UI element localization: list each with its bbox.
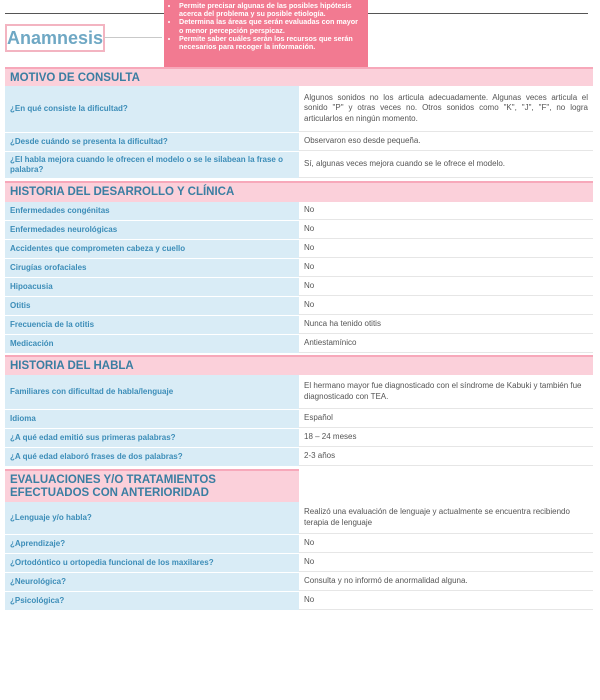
row-value: El hermano mayor fue diagnosticado con el síndrome de Kabuki y también fue diagnosticado con TEA. [299,375,593,409]
row-value: 18 – 24 meses [299,429,593,447]
info-callout-item: • Permite saber cuáles serán los recursos que serán necesarios para recoger la información. [179,35,362,51]
table-row [5,592,593,611]
row-label: ¿El habla mejora cuando le ofrecen el modelo o se le silabean la frase o palabra? [5,152,299,178]
section-header: HISTORIA DEL DESARROLLO Y CLÍNICA [5,181,593,202]
anamnesis-table [5,67,593,611]
row-label: Idioma [5,410,299,428]
row-value: No [299,554,593,572]
row-value: No [299,535,593,553]
table-row [5,502,593,535]
row-label: ¿Aprendizaje? [5,535,299,553]
table-row [5,278,593,297]
row-label: ¿Psicológica? [5,592,299,610]
table-row [5,221,593,240]
row-label: Hipoacusia [5,278,299,296]
table-row [5,240,593,259]
row-label: ¿Ortodóntico u ortopedia funcional de los maxilares? [5,554,299,572]
table-row [5,410,593,429]
table-row [5,429,593,448]
row-value: No [299,259,593,277]
page-title: Anamnesis [5,24,105,52]
table-row [5,573,593,592]
row-value: Antiestamínico [299,335,593,353]
section-header: MOTIVO DE CONSULTA [5,67,593,86]
row-value: Observaron eso desde pequeña. [299,133,593,151]
row-label: ¿En qué consiste la dificultad? [5,86,299,132]
row-value: No [299,278,593,296]
info-callout-list [170,2,362,51]
row-label: ¿A qué edad emitió sus primeras palabras? [5,429,299,447]
row-label: Enfermedades congénitas [5,202,299,220]
row-value: No [299,240,593,258]
table-row [5,133,593,152]
section-header: EVALUACIONES Y/O TRATAMIENTOS EFECTUADOS CON ANTERIORIDAD [5,469,299,502]
row-value: No [299,592,593,610]
row-value: No [299,221,593,239]
table-row [5,202,593,221]
table-row [5,335,593,354]
title-connector-line [104,37,162,38]
row-value: Nunca ha tenido otitis [299,316,593,334]
row-value: Español [299,410,593,428]
row-label: Otitis [5,297,299,315]
row-value: No [299,202,593,220]
row-label: Medicación [5,335,299,353]
row-label: ¿A qué edad elaboró frases de dos palabras? [5,448,299,466]
table-row [5,316,593,335]
row-value: 2-3 años [299,448,593,466]
row-label: Frecuencia de la otitis [5,316,299,334]
table-row [5,152,593,179]
row-label: Accidentes que comprometen cabeza y cuello [5,240,299,258]
table-row [5,535,593,554]
table-row [5,375,593,410]
row-value: No [299,297,593,315]
row-label: Familiares con dificultad de habla/lenguaje [5,375,299,409]
row-label: Enfermedades neurológicas [5,221,299,239]
row-value: Realizó una evaluación de lenguaje y actualmente se encuentra recibiendo terapia de lenguaje [299,502,593,534]
row-value: Consulta y no informó de anormalidad alguna. [299,573,593,591]
table-row [5,448,593,467]
row-value: Sí, algunas veces mejora cuando se le ofrece el modelo. [299,152,593,178]
row-label: ¿Desde cuándo se presenta la dificultad? [5,133,299,151]
section-header: HISTORIA DEL HABLA [5,355,593,375]
info-callout-item: • Determina las áreas que serán evaluadas con mayor o menor percepción perspicaz. [179,18,362,34]
row-value: Algunos sonidos no los articula adecuadamente. Algunas veces articula el sonido "P" y otras veces no. Otros sonidos como "K", "J", "F", no logra articularlos en ningún momento. [299,86,593,132]
table-row [5,554,593,573]
table-row [5,86,593,133]
row-label: ¿Lenguaje y/o habla? [5,502,299,534]
table-row [5,259,593,278]
row-label: Cirugías orofaciales [5,259,299,277]
info-callout-item: • Permite precisar algunas de las posibles hipótesis acerca del problema y su posible etiología. [179,2,362,18]
row-label: ¿Neurológica? [5,573,299,591]
table-row [5,297,593,316]
info-callout [164,0,368,74]
